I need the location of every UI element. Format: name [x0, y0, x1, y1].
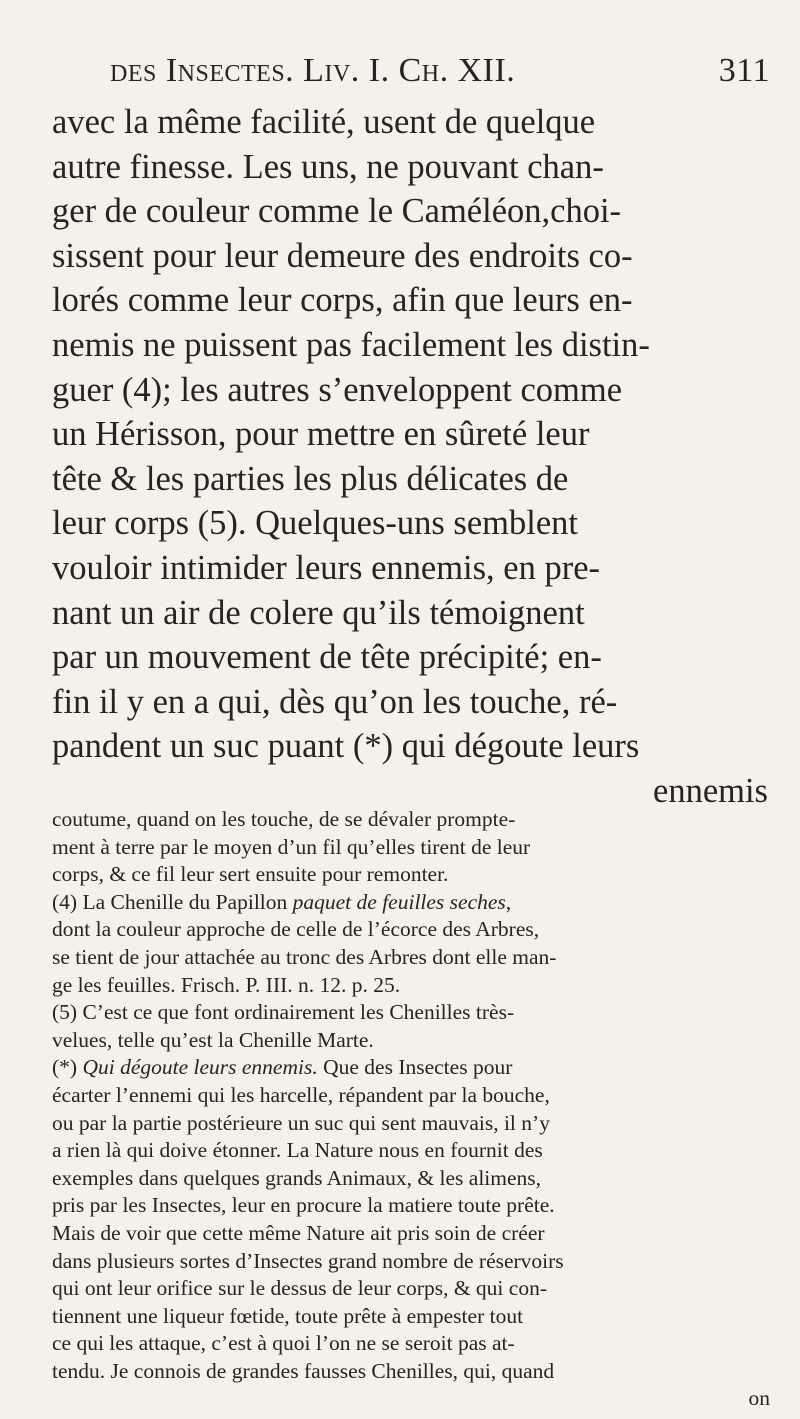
- footnote-line: exemples dans quelques grands Animaux, & les alimens,: [52, 1165, 542, 1190]
- footnote-5: (5) C’est ce que font ordinairement les Chenilles très-: [52, 1000, 515, 1025]
- footnote-catchword: on: [748, 1386, 770, 1411]
- footnote-line: Mais de voir que cette même Nature ait pris soin de créer: [52, 1220, 545, 1245]
- text-line: sissent pour leur demeure des endroits co-: [52, 236, 633, 275]
- running-title: des Insectes. Liv. I. Ch. XII.: [110, 52, 516, 89]
- footnotes: [52, 806, 770, 1413]
- footnote-line: dont la couleur approche de celle de l’écorce des Arbres,: [52, 917, 540, 942]
- footnote-line: se tient de jour attachée au tronc des Arbres dont elle man-: [52, 944, 557, 969]
- footnote-line: a rien là qui doive étonner. La Nature nous en fournit des: [52, 1138, 543, 1163]
- text-line: par un mouvement de tête précipité; en-: [52, 638, 602, 677]
- footnote-star: [52, 1054, 770, 1082]
- footnote-text: (4) La Chenille du Papillon: [52, 889, 293, 914]
- footnote-line: tiennent une liqueur fœtide, toute prête à empester tout: [52, 1303, 524, 1328]
- footnote-line: ou par la partie postérieure un suc qui sent mauvais, il n’y: [52, 1110, 550, 1135]
- running-head: [110, 52, 770, 90]
- text-line: autre finesse. Les uns, ne pouvant chan-: [52, 147, 604, 186]
- footnote-italic: Qui dégoute leurs ennemis.: [82, 1055, 318, 1080]
- footnote-text: ,: [505, 889, 512, 914]
- text-line: tête & les parties les plus délicates de: [52, 459, 569, 498]
- footnote-text: Que des Insectes pour: [317, 1055, 513, 1080]
- text-line: lorés comme leur corps, afin que leurs en-: [52, 281, 633, 320]
- text-line: guer (4); les autres s’enveloppent comme: [52, 370, 623, 409]
- footnote-italic: paquet de feuilles seches: [292, 889, 506, 914]
- footnote-line: ment à terre par le moyen d’un fil qu’elles tirent de leur: [52, 834, 531, 859]
- text-line: leur corps (5). Quelques-uns semblent: [52, 504, 578, 543]
- text-line: ger de couleur comme le Caméléon,choi-: [52, 192, 622, 231]
- footnote-line: pris par les Insectes, leur en procure la matiere toute prête.: [52, 1193, 555, 1218]
- text-line: nemis ne puissent pas facilement les distin-: [52, 325, 650, 364]
- footnote-line: corps, & ce fil leur sert ensuite pour remonter.: [52, 862, 449, 887]
- footnote-line: ge les feuilles. Frisch. P. III. n. 12. p. 25.: [52, 972, 401, 997]
- text-line: nant un air de colere qu’ils témoignent: [52, 593, 585, 632]
- text-line: pandent un suc puant (*) qui dégoute leurs: [52, 727, 640, 766]
- text-line: avec la même facilité, usent de quelque: [52, 103, 596, 141]
- main-text: [52, 100, 770, 814]
- footnote-text: (*): [52, 1055, 83, 1080]
- footnote-line: coutume, quand on les touche, de se dévaler prompte-: [52, 807, 516, 831]
- footnote-line: écarter l’ennemi qui les harcelle, répandent par la bouche,: [52, 1082, 550, 1107]
- page-number: 311: [718, 52, 770, 89]
- footnote-4: [52, 889, 770, 917]
- text-line: vouloir intimider leurs ennemis, en pre-: [52, 548, 601, 587]
- footnote-line: dans plusieurs sortes d’Insectes grand nombre de réservoirs: [52, 1248, 564, 1273]
- text-line: un Hérisson, pour mettre en sûreté leur: [52, 415, 590, 454]
- footnote-line: velues, telle qu’est la Chenille Marte.: [52, 1027, 374, 1052]
- footnote-line: qui ont leur orifice sur le dessus de leur corps, & qui con-: [52, 1276, 547, 1301]
- footnote-line: ce qui les attaque, c’est à quoi l’on ne se seroit pas at-: [52, 1331, 515, 1356]
- text-line: fin il y en a qui, dès qu’on les touche, ré-: [52, 682, 618, 721]
- footnote-line: tendu. Je connois de grandes fausses Chenilles, qui, quand: [52, 1358, 555, 1383]
- catchword: ennemis: [653, 771, 768, 810]
